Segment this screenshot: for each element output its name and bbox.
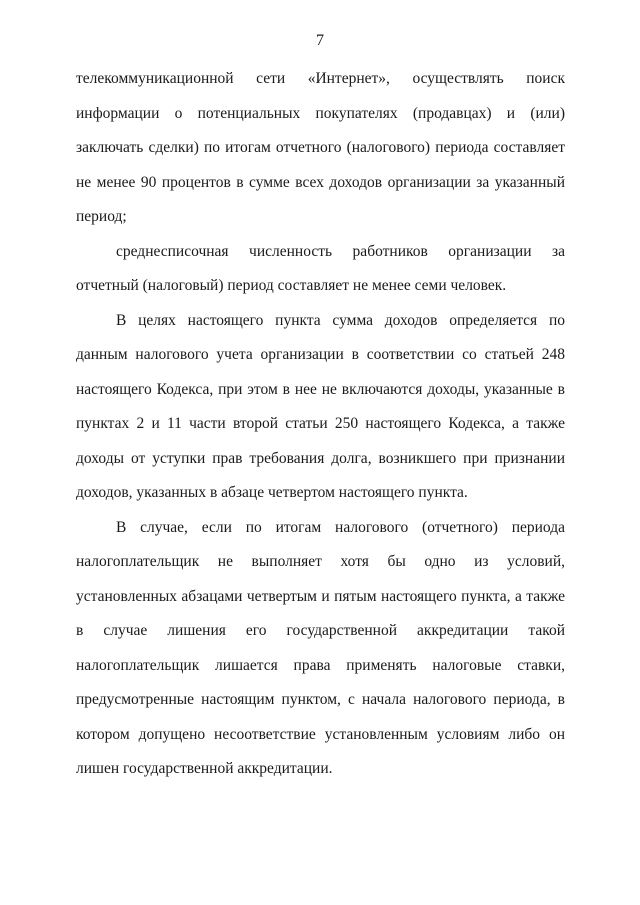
document-body bbox=[76, 62, 565, 787]
paragraph-loss-of-right: В случае, если по итогам налогового (отчетного) периода налогоплательщик не выполняет хотя бы одно из условий, установленных абзацами четвертым и пятым настоящего пункта, а также в случае лишения его государственной аккредитации такой налогоплательщик лишается права применять налоговые ставки, предусмотренные настоящим пунктом, с начала налогового периода, в котором допущено несоответствие установленным условиям либо он лишен государственной аккредитации. bbox=[76, 518, 565, 777]
paragraph-continuation: телекоммуникационной сети «Интернет», осуществлять поиск информации о потенциальных покупателях (продавцах) и (или) заключать сделки) по итогам отчетного (налогового) периода составляет не менее 90 процентов в сумме всех доходов организации за указанный период; bbox=[76, 70, 565, 225]
page-number: 7 bbox=[316, 32, 324, 49]
paragraph-income-calculation: В целях настоящего пункта сумма доходов определяется по данным налогового учета организации в соответствии со статьей 248 настоящего Кодекса, при этом в нее не включаются доходы, указанные в пунктах 2 и 11 части второй статьи 250 настоящего Кодекса, а также доходы от уступки прав требования долга, возникшего при признании доходов, указанных в абзаце четвертом настоящего пункта. bbox=[76, 311, 565, 501]
paragraph-headcount-condition: среднесписочная численность работников организации за отчетный (налоговый) период составляет не менее семи человек. bbox=[76, 242, 565, 294]
